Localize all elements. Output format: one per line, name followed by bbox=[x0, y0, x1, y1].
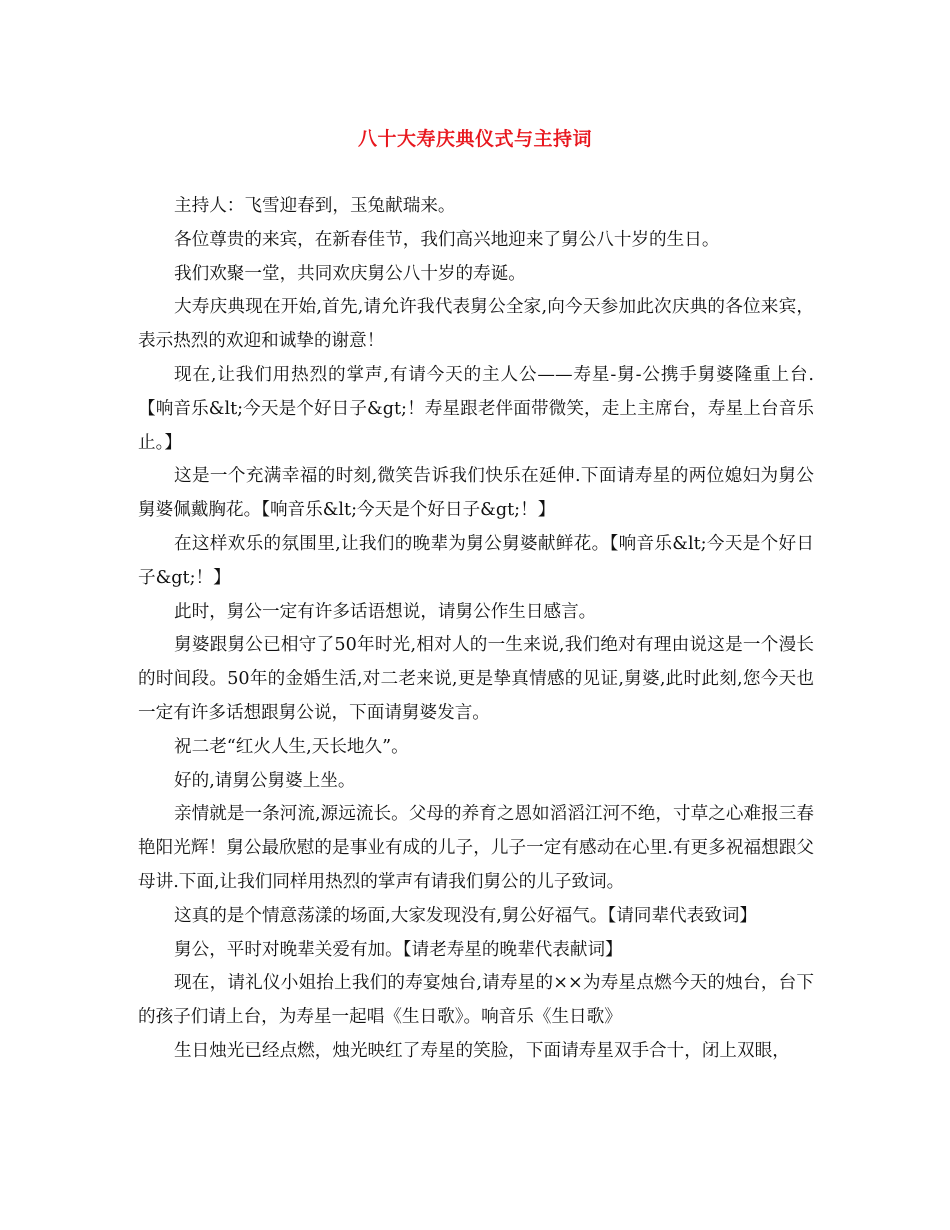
paragraph: 各位尊贵的来宾，在新春佳节，我们高兴地迎来了舅公八十岁的生日。 bbox=[174, 229, 720, 250]
paragraph: 我们欢聚一堂，共同欢庆舅公八十岁的寿诞。 bbox=[174, 263, 526, 284]
paragraph: 祝二老“红火人生,天长地久”。 bbox=[174, 736, 409, 757]
paragraph: 舅婆跟舅公已相守了50年时光,相对人的一生来说,我们绝对有理由说这是一个漫长的时间段。50年的金婚生活,对二老来说,更是挚真情感的见证,舅婆,此时此刻,您今天也一定有许多话想跟舅公说，下面请舅婆发言。 bbox=[138, 635, 814, 723]
paragraph: 此时，舅公一定有许多话语想说，请舅公作生日感言。 bbox=[174, 601, 597, 622]
document-title: 八十大寿庆典仪式与主持词 bbox=[357, 128, 592, 150]
paragraph: 这是一个充满幸福的时刻,微笑告诉我们快乐在延伸.下面请寿星的两位媳妇为舅公舅婆佩戴胸花。【响音乐&lt;今天是个好日子&gt;！】 bbox=[138, 466, 814, 521]
paragraph: 这真的是个情意荡漾的场面,大家发现没有,舅公好福气。【请同辈代表致词】 bbox=[174, 905, 757, 926]
paragraph: 亲情就是一条河流,源远流长。父母的养育之恩如滔滔江河不绝，寸草之心难报三春艳阳光辉！舅公最欣慰的是事业有成的儿子，儿子一定有感动在心里.有更多祝福想跟父母讲.下面,让我们同样用热烈的掌声有请我们舅公的儿子致词。 bbox=[138, 804, 814, 892]
paragraph: 好的,请舅公舅婆上坐。 bbox=[174, 770, 356, 791]
paragraph: 舅公，平时对晚辈关爱有加。【请老寿星的晚辈代表献词】 bbox=[174, 939, 623, 960]
paragraph: 现在，请礼仪小姐抬上我们的寿宴烛台,请寿星的××为寿星点燃今天的烛台，台下的孩子们请上台，为寿星一起唱《生日歌》。响音乐《生日歌》 bbox=[138, 973, 814, 1028]
paragraph: 大寿庆典现在开始,首先,请允许我代表舅公全家,向今天参加此次庆典的各位来宾，表示热烈的欢迎和诚挚的谢意！ bbox=[138, 297, 814, 352]
paragraph: 在这样欢乐的氛围里,让我们的晚辈为舅公舅婆献鲜花。【响音乐&lt;今天是个好日子&gt;！】 bbox=[138, 533, 814, 588]
paragraph: 主持人：飞雪迎春到，玉兔献瑞来。 bbox=[174, 196, 456, 216]
document-body bbox=[138, 190, 814, 1069]
paragraph: 现在,让我们用热烈的掌声,有请今天的主人公——寿星-舅-公携手舅婆隆重上台.【响音乐&lt;今天是个好日子&gt;！寿星跟老伴面带微笑，走上主席台，寿星上台音乐止。】 bbox=[138, 364, 814, 453]
paragraph: 生日烛光已经点燃，烛光映红了寿星的笑脸，下面请寿星双手合十，闭上双眼， bbox=[174, 1040, 790, 1061]
